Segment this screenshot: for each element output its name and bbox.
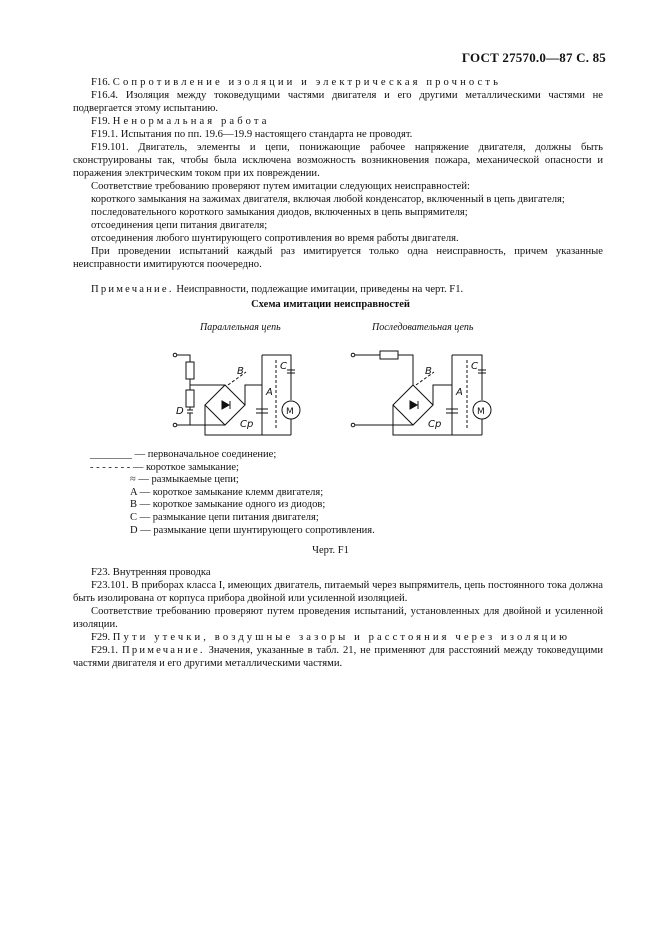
caption-series: Последовательная цепь — [372, 322, 474, 333]
fault-item: короткого замыкания на зажимах двигателя, включая любой конденсатор, включенный в цепь двигателя; — [91, 194, 565, 205]
f19-title: Ненормальная работа — [112, 116, 270, 127]
f19-number: F19. — [91, 116, 111, 127]
legend-text: — первоначальное соединение; — [132, 449, 277, 460]
figure-title: Схема имитации неисправностей — [251, 299, 410, 310]
note-label: Примечание. — [122, 645, 205, 656]
wire — [398, 355, 413, 385]
f23-101-paragraph: F23.101. В приборах класса I, имеющих двигатель, питаемый через выпрямитель, цепь постоянного тока должна быть изолирована от корпуса прибора двойной или усиленной изоляцией. — [73, 580, 603, 604]
label-d: D — [176, 406, 184, 417]
f29-1-number: F29.1. — [91, 645, 119, 656]
label-b: B — [425, 366, 432, 377]
f29-number: F29. — [91, 632, 111, 643]
diode-symbol — [222, 401, 229, 409]
fault-item: последовательного короткого замыкания диодов, включенных в цепь выпрямителя; — [91, 207, 468, 218]
f29-1-paragraph — [73, 644, 603, 670]
label-m: M — [477, 407, 485, 417]
f29-1-text: Значения, указанные в табл. 21, не применяют для расстояний между токоведущими частями двигателя и его другими металлическими частями. — [73, 645, 603, 669]
circuit-diagrams — [0, 0, 661, 450]
f16-title: Сопротивление изоляции и электрическая прочность — [112, 77, 501, 88]
legend-item — [90, 449, 375, 462]
terminal-bottom — [173, 423, 177, 427]
legend-item: B — короткое замыкание одного из диодов; — [130, 499, 326, 511]
legend-symbol: ≈ — [130, 474, 136, 486]
series-circuit — [351, 351, 491, 435]
label-a: A — [266, 387, 273, 398]
label-cp: Cp — [428, 419, 442, 430]
label-c: C — [280, 361, 287, 372]
resistor-shunt — [186, 390, 194, 407]
f19-101-paragraph: F19.101. Двигатель, элементы и цепи, понижающие рабочее напряжение двигателя, должны быть сконструированы так, чтобы была исключена возможность возникновения пожара, механической опасности и поражения электрическим током при их повреждении. — [73, 142, 603, 179]
legend-item: A — короткое замыкание клемм двигателя; — [130, 486, 324, 498]
terminal-bottom — [351, 423, 355, 427]
label-m: M — [286, 407, 294, 417]
legend-item — [90, 474, 375, 487]
wire-dc-plus — [433, 385, 452, 405]
diode-symbol — [410, 401, 417, 409]
note-text: Неисправности, подлежащие имитации, приведены на черт. F1. — [173, 284, 464, 295]
f19-tests-paragraph: При проведении испытаний каждый раз имитируется только одна неисправность, причем указанные неисправности имитируются поочередно. — [73, 246, 603, 270]
f23-check-paragraph: Соответствие требованию проверяют путем проведения испытаний, установленных для двойной и усиленной изоляции. — [73, 606, 603, 630]
f16-number: F16. — [91, 77, 111, 88]
legend-text: — размыкаемые цепи; — [135, 474, 239, 486]
figure-legend — [90, 449, 375, 537]
resistor-upper — [186, 362, 194, 379]
fault-item: отсоединения цепи питания двигателя; — [91, 220, 268, 231]
parallel-circuit — [173, 353, 300, 435]
f19-check-paragraph: Соответствие требованию проверяют путем имитации следующих неисправностей: — [91, 181, 470, 192]
terminal-top — [173, 353, 177, 357]
legend-item: C — размыкание цепи питания двигателя; — [130, 511, 319, 523]
legend-text: — короткое замыкание; — [130, 461, 239, 473]
legend-item — [90, 462, 375, 475]
note-label: Примечание. — [91, 284, 174, 295]
label-c: C — [471, 361, 478, 372]
label-b: B — [237, 366, 244, 377]
f29-title: Пути утечки, воздушные зазоры и расстояния через изоляцию — [112, 632, 571, 643]
resistor-series — [380, 351, 398, 359]
page-header: ГОСТ 27570.0—87 С. 85 — [461, 50, 606, 65]
terminal-top — [351, 353, 355, 357]
section-bottom — [73, 566, 603, 670]
f19-1-paragraph: F19.1. Испытания по пп. 19.6—19.9 настоящего стандарта не проводят. — [91, 129, 413, 140]
legend-item: D — размыкание цепи шунтирующего сопротивления. — [130, 524, 375, 536]
label-a: A — [456, 387, 463, 398]
f29-heading — [73, 631, 603, 644]
fault-item: отсоединения любого шунтирующего сопротивления во время работы двигателя. — [91, 233, 459, 244]
wire-dc-plus — [245, 385, 262, 405]
f23-heading: F23. Внутренняя проводка — [91, 567, 211, 578]
figure-number: Черт. F1 — [312, 545, 349, 556]
wire — [177, 355, 190, 362]
label-cp: Cp — [240, 419, 254, 430]
legend-symbol: - - - - - - - — [90, 461, 131, 473]
caption-parallel: Параллельная цепь — [200, 322, 281, 333]
legend-symbol: ________ — [90, 449, 132, 460]
f16-4-paragraph: F16.4. Изоляция между токоведущими частями двигателя и его другими металлическими частями не подвергается этому испытанию. — [73, 90, 603, 114]
